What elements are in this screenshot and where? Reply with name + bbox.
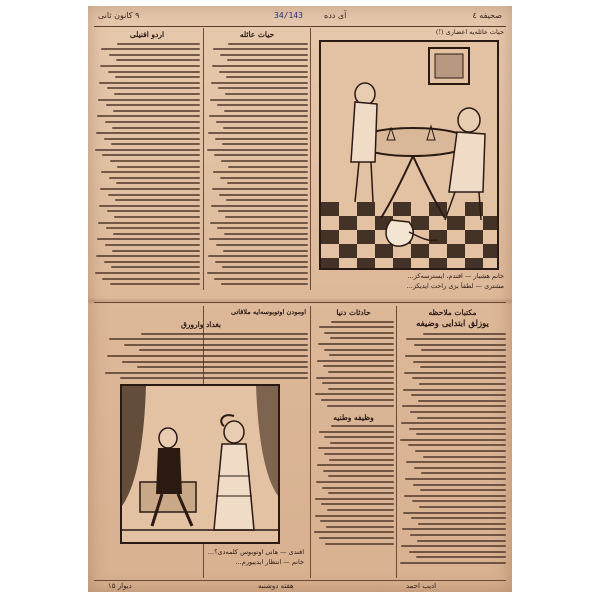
section-rule bbox=[94, 302, 506, 303]
text-line bbox=[95, 149, 200, 151]
text-line bbox=[109, 54, 200, 56]
text-line bbox=[408, 444, 506, 446]
text-line bbox=[110, 283, 200, 285]
footer-right: ادیب احمد bbox=[406, 582, 437, 590]
text-line bbox=[228, 43, 308, 45]
column-lower-left-text bbox=[94, 318, 308, 382]
text-line bbox=[414, 344, 506, 346]
page-fold-line bbox=[88, 298, 512, 304]
text-line bbox=[124, 344, 308, 346]
text-line bbox=[315, 515, 394, 517]
text-line bbox=[318, 343, 394, 345]
text-line bbox=[410, 411, 506, 413]
text-line bbox=[102, 278, 200, 280]
text-line bbox=[116, 59, 200, 61]
cartoon-caption: مشتری — لطفاً بزی راحت ایدیکز... bbox=[406, 282, 504, 290]
text-line bbox=[211, 205, 308, 207]
text-line bbox=[419, 383, 506, 385]
text-line bbox=[212, 65, 308, 67]
text-line bbox=[122, 361, 308, 363]
text-line bbox=[316, 377, 394, 379]
text-line bbox=[107, 87, 200, 89]
text-line bbox=[331, 321, 394, 323]
column-mid-top bbox=[206, 28, 308, 298]
text-line bbox=[217, 227, 308, 229]
text-line bbox=[98, 99, 200, 101]
text-line bbox=[111, 266, 200, 268]
text-line bbox=[413, 484, 506, 486]
text-line bbox=[421, 472, 506, 474]
text-line bbox=[210, 99, 308, 101]
text-line bbox=[116, 182, 200, 184]
text-line bbox=[319, 326, 394, 328]
text-line bbox=[227, 59, 308, 61]
text-line bbox=[402, 405, 506, 407]
text-line bbox=[109, 338, 308, 340]
text-line bbox=[415, 450, 506, 452]
header-archive-number: 34/143 bbox=[274, 11, 303, 20]
column-rule bbox=[310, 306, 311, 578]
text-line bbox=[409, 551, 506, 553]
header-title: آی دده bbox=[324, 11, 347, 20]
text-line bbox=[222, 266, 308, 268]
text-line bbox=[319, 537, 394, 539]
column-title: حادثات دنیا bbox=[336, 308, 371, 317]
text-line bbox=[419, 506, 506, 508]
cafe-scene-drawing bbox=[321, 42, 497, 268]
text-line bbox=[405, 478, 506, 480]
cartoon-title: اومودن اوتوبوسه‌ایه ملاقاتی bbox=[231, 308, 306, 316]
text-line bbox=[412, 500, 506, 502]
text-line bbox=[330, 337, 394, 339]
text-line bbox=[215, 261, 308, 263]
text-line bbox=[417, 540, 506, 542]
text-line bbox=[105, 244, 200, 246]
text-line bbox=[404, 495, 506, 497]
cartoon-illustration bbox=[319, 40, 499, 270]
text-line bbox=[101, 171, 200, 173]
text-line bbox=[100, 65, 200, 67]
text-line bbox=[209, 115, 308, 117]
text-line bbox=[96, 255, 200, 257]
text-line bbox=[112, 250, 200, 252]
text-line bbox=[418, 523, 506, 525]
text-line bbox=[330, 442, 394, 444]
column-title: حیات عائله bbox=[239, 30, 275, 39]
text-line bbox=[420, 366, 506, 368]
page-header bbox=[94, 8, 506, 27]
text-line bbox=[211, 82, 308, 84]
text-line bbox=[404, 372, 506, 374]
text-line bbox=[329, 459, 394, 461]
text-line bbox=[224, 110, 308, 112]
text-line bbox=[329, 354, 394, 356]
cartoon-title: حیات عائله‌یه اعضاری (!) bbox=[435, 28, 504, 36]
text-line bbox=[141, 333, 308, 335]
cartoon-caption: خانم — انتظار ایدییورم... bbox=[235, 558, 304, 566]
text-line bbox=[107, 210, 200, 212]
text-line bbox=[322, 382, 394, 384]
text-line bbox=[322, 487, 394, 489]
column-title: اردو افنیلی bbox=[129, 30, 165, 39]
text-line bbox=[95, 272, 200, 274]
text-line bbox=[327, 509, 394, 511]
text-line bbox=[315, 393, 394, 395]
text-line bbox=[217, 104, 308, 106]
top-cartoon-block bbox=[313, 28, 506, 298]
text-line bbox=[100, 188, 200, 190]
text-line bbox=[208, 255, 308, 257]
text-line bbox=[221, 283, 308, 285]
text-line bbox=[414, 467, 506, 469]
text-line bbox=[317, 464, 394, 466]
text-line bbox=[406, 338, 506, 340]
text-line bbox=[325, 543, 394, 545]
text-line bbox=[213, 48, 308, 50]
text-line bbox=[96, 132, 200, 134]
text-line bbox=[210, 222, 308, 224]
text-line bbox=[226, 76, 308, 78]
text-line bbox=[139, 349, 308, 351]
text-line bbox=[406, 461, 506, 463]
text-line bbox=[416, 556, 506, 558]
text-line bbox=[99, 82, 200, 84]
text-line bbox=[222, 143, 308, 145]
text-line bbox=[411, 517, 506, 519]
text-line bbox=[104, 138, 200, 140]
text-line bbox=[115, 199, 200, 201]
text-line bbox=[423, 333, 506, 335]
column-rule bbox=[203, 28, 204, 290]
text-line bbox=[224, 233, 308, 235]
column-rule bbox=[396, 306, 397, 578]
text-line bbox=[216, 121, 308, 123]
text-line bbox=[317, 360, 394, 362]
text-line bbox=[401, 545, 506, 547]
text-line bbox=[115, 76, 200, 78]
text-line bbox=[315, 498, 394, 500]
text-line bbox=[417, 417, 506, 419]
text-line bbox=[318, 447, 394, 449]
text-line bbox=[405, 355, 506, 357]
text-line bbox=[212, 188, 308, 190]
text-line bbox=[207, 272, 308, 274]
header-date: ۹ کانون ثانی bbox=[98, 11, 140, 20]
text-line bbox=[410, 534, 506, 536]
text-line bbox=[421, 349, 506, 351]
footer-middle: هفته دوشنبه bbox=[258, 582, 294, 590]
text-line bbox=[324, 332, 394, 334]
text-line bbox=[219, 71, 308, 73]
column-far-left-top bbox=[94, 28, 200, 298]
text-line bbox=[221, 160, 308, 162]
cartoon-caption: خانم هشیار — افندم، ایسترسه‌کز... bbox=[407, 272, 504, 280]
text-line bbox=[401, 422, 506, 424]
text-line bbox=[106, 104, 200, 106]
text-line bbox=[323, 470, 394, 472]
cartoon-caption: افندی — هانی اوتوبوس کلمه‌دی؟... bbox=[207, 548, 304, 556]
text-line bbox=[207, 149, 308, 151]
text-line bbox=[108, 71, 200, 73]
text-line bbox=[117, 166, 200, 168]
text-line bbox=[409, 428, 506, 430]
text-line bbox=[324, 436, 394, 438]
column-right-bottom bbox=[399, 306, 506, 580]
text-line bbox=[105, 372, 308, 374]
text-line bbox=[320, 520, 394, 522]
text-line bbox=[402, 528, 506, 530]
text-line bbox=[223, 127, 308, 129]
text-line bbox=[208, 132, 308, 134]
text-line bbox=[400, 562, 506, 564]
text-line bbox=[316, 481, 394, 483]
text-line bbox=[319, 431, 394, 433]
text-line bbox=[114, 93, 200, 95]
text-line bbox=[412, 377, 506, 379]
text-line bbox=[105, 121, 200, 123]
text-line bbox=[209, 238, 308, 240]
text-line bbox=[227, 182, 308, 184]
header-page-number: صحیفه ٤ bbox=[472, 11, 502, 20]
text-line bbox=[99, 205, 200, 207]
text-line bbox=[423, 456, 506, 458]
text-line bbox=[418, 400, 506, 402]
text-line bbox=[416, 433, 506, 435]
text-line bbox=[218, 210, 308, 212]
text-line bbox=[403, 512, 506, 514]
text-line bbox=[98, 222, 200, 224]
text-line bbox=[328, 492, 394, 494]
text-line bbox=[106, 227, 200, 229]
text-line bbox=[107, 355, 308, 357]
text-line bbox=[225, 93, 308, 95]
text-line bbox=[104, 261, 200, 263]
article-headline: یوزلق ابتدایی وضیفه bbox=[416, 319, 489, 329]
text-line bbox=[220, 177, 308, 179]
text-line bbox=[109, 177, 200, 179]
text-line bbox=[113, 110, 200, 112]
text-line bbox=[215, 138, 308, 140]
text-line bbox=[113, 233, 200, 235]
text-line bbox=[413, 361, 506, 363]
text-line bbox=[400, 439, 506, 441]
cartoon-illustration bbox=[120, 384, 280, 544]
text-line bbox=[213, 171, 308, 173]
text-line bbox=[223, 250, 308, 252]
text-line bbox=[114, 216, 200, 218]
text-line bbox=[216, 244, 308, 246]
text-line bbox=[403, 389, 506, 391]
column-title: بغداد وارورق bbox=[180, 320, 222, 329]
text-line bbox=[97, 238, 200, 240]
text-line bbox=[324, 349, 394, 351]
text-line bbox=[214, 154, 308, 156]
text-line bbox=[102, 154, 200, 156]
text-line bbox=[108, 194, 200, 196]
text-line bbox=[327, 405, 394, 407]
text-line bbox=[137, 366, 308, 368]
text-line bbox=[314, 531, 394, 533]
text-line bbox=[101, 48, 200, 50]
text-line bbox=[228, 166, 308, 168]
text-line bbox=[420, 489, 506, 491]
footer-rule bbox=[94, 580, 506, 581]
text-line bbox=[225, 216, 308, 218]
text-line bbox=[97, 115, 200, 117]
text-line bbox=[110, 160, 200, 162]
waiting-scene-drawing bbox=[122, 386, 278, 542]
text-line bbox=[220, 54, 308, 56]
text-line bbox=[328, 371, 394, 373]
column-rule bbox=[310, 28, 311, 290]
text-line bbox=[326, 526, 394, 528]
newspaper-page bbox=[88, 6, 512, 592]
text-line bbox=[411, 394, 506, 396]
column-centre-bottom bbox=[313, 306, 394, 580]
column-title: مکتبات ملاحظه bbox=[428, 308, 477, 317]
text-line bbox=[111, 143, 200, 145]
text-line bbox=[214, 278, 308, 280]
text-line bbox=[324, 453, 394, 455]
text-line bbox=[120, 377, 308, 379]
column-title: وظیفه وطنیه bbox=[333, 412, 374, 422]
footer-left: دیوار ۱۵ bbox=[108, 582, 132, 590]
text-line bbox=[328, 475, 394, 477]
text-line bbox=[321, 503, 394, 505]
text-line bbox=[117, 43, 200, 45]
text-line bbox=[218, 87, 308, 89]
text-line bbox=[323, 365, 394, 367]
text-line bbox=[219, 194, 308, 196]
text-line bbox=[328, 388, 394, 390]
text-line bbox=[321, 399, 394, 401]
text-line bbox=[112, 127, 200, 129]
text-line bbox=[226, 199, 308, 201]
text-line bbox=[331, 425, 394, 427]
